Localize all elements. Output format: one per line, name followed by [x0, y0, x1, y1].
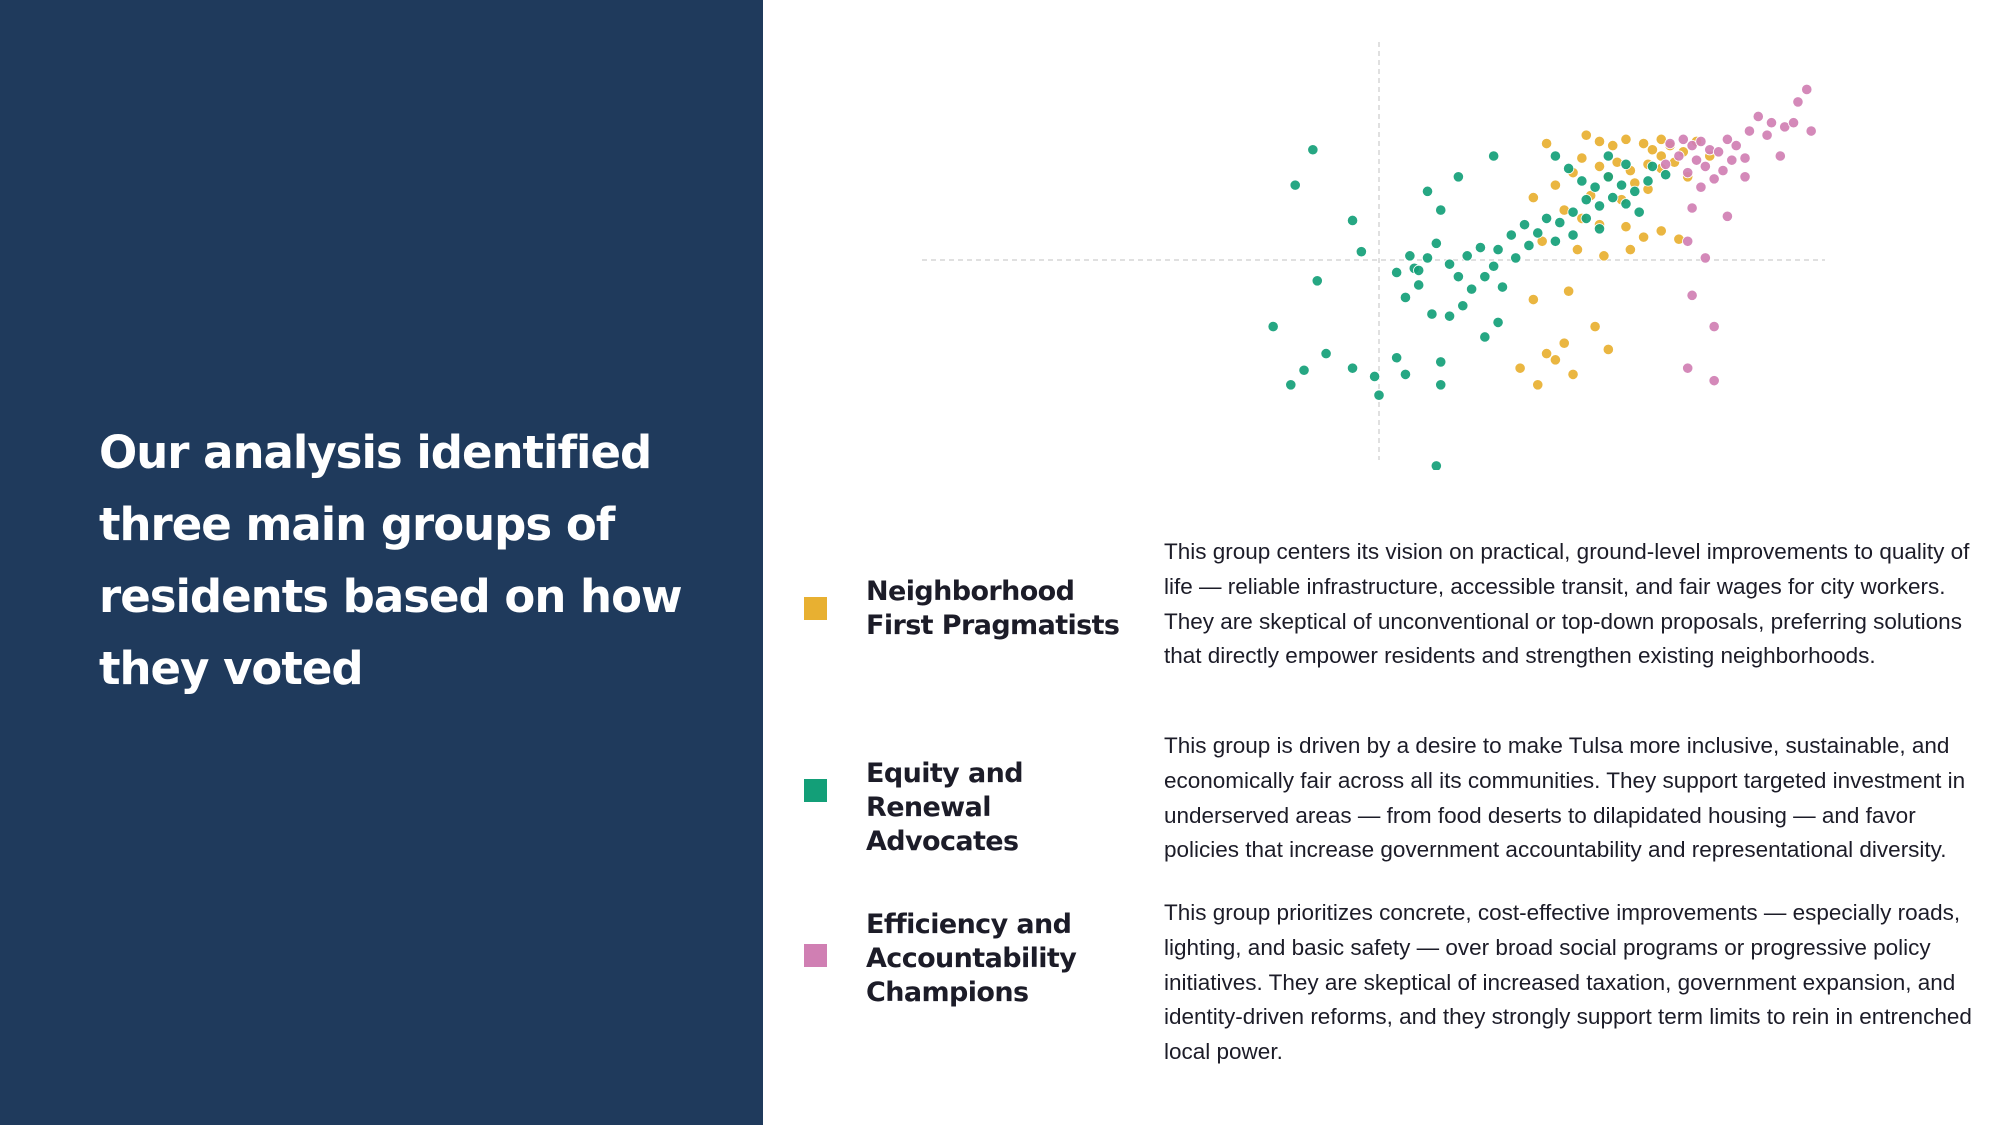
equity-renewal-point [1581, 194, 1591, 204]
efficiency-accountability-point [1709, 174, 1719, 184]
efficiency-accountability-point [1683, 167, 1693, 177]
neighborhood-first-point [1568, 369, 1578, 379]
equity-renewal-point [1444, 259, 1454, 269]
equity-renewal-point [1524, 240, 1534, 250]
scatter-points [1268, 84, 1816, 470]
efficiency-accountability-point [1709, 375, 1719, 385]
equity-renewal-point [1436, 380, 1446, 390]
neighborhood-first-point [1638, 232, 1648, 242]
group-row-efficiency-accountability [800, 896, 1980, 1076]
equity-renewal-point [1422, 253, 1432, 263]
neighborhood-first-point [1621, 134, 1631, 144]
efficiency-accountability-point [1700, 161, 1710, 171]
efficiency-accountability-point [1665, 138, 1675, 148]
equity-renewal-point [1466, 284, 1476, 294]
group-description: This group is driven by a desire to make Tulsa more inclusive, sustainable, and economically fair across all its communities. They support targeted investment in underserved areas — from food deserts to dilapidated housing — and favor policies that increase government accountability and representational diversity. [1164, 733, 1966, 863]
efficiency-accountability-point [1766, 118, 1776, 128]
scatter-plot [920, 30, 1840, 470]
equity-renewal-point [1356, 246, 1366, 256]
group-row-equity-renewal [800, 729, 1980, 879]
group-description: This group centers its vision on practical, ground-level improvements to quality of life — reliable infrastructure, accessible transit, and fair wages for city workers. They are skeptical of unconventional or top-down proposals, preferring solutions that directly empower residents and strengthen existing neighborhoods. [1164, 539, 1970, 669]
neighborhood-first-point [1550, 180, 1560, 190]
equity-renewal-point [1444, 311, 1454, 321]
efficiency-accountability-swatch [804, 944, 827, 967]
equity-renewal-point [1453, 172, 1463, 182]
equity-renewal-point [1405, 251, 1415, 261]
group-description: This group prioritizes concrete, cost-effective improvements — especially roads, lighting, and basic safety — over broad social programs or progressive policy initiatives. They are skeptical of increased taxation, government expansion, and identity-driven reforms, and they strongly support term limits to rein in entrenched local power. [1164, 900, 1972, 1065]
equity-renewal-point [1506, 230, 1516, 240]
equity-renewal-point [1374, 390, 1384, 400]
equity-renewal-point [1347, 363, 1357, 373]
equity-renewal-point [1568, 230, 1578, 240]
equity-renewal-point [1462, 251, 1472, 261]
neighborhood-first-point [1563, 286, 1573, 296]
equity-renewal-point [1475, 242, 1485, 252]
scatter-plot-svg [920, 30, 1840, 470]
efficiency-accountability-point [1687, 290, 1697, 300]
efficiency-accountability-point [1762, 130, 1772, 140]
equity-renewal-point [1577, 176, 1587, 186]
equity-renewal-point [1660, 170, 1670, 180]
equity-renewal-point [1400, 292, 1410, 302]
equity-renewal-point [1427, 309, 1437, 319]
equity-renewal-point [1533, 228, 1543, 238]
equity-renewal-point [1321, 348, 1331, 358]
efficiency-accountability-point [1775, 151, 1785, 161]
neighborhood-first-point [1656, 226, 1666, 236]
efficiency-accountability-point [1744, 126, 1754, 136]
equity-renewal-point [1555, 217, 1565, 227]
neighborhood-first-point [1528, 294, 1538, 304]
equity-renewal-point [1594, 224, 1604, 234]
neighborhood-first-point [1533, 380, 1543, 390]
equity-renewal-point [1431, 238, 1441, 248]
neighborhood-first-point [1550, 355, 1560, 365]
equity-renewal-point [1480, 271, 1490, 281]
equity-renewal-point [1312, 276, 1322, 286]
efficiency-accountability-point [1753, 111, 1763, 121]
equity-renewal-point [1511, 253, 1521, 263]
equity-renewal-point [1608, 192, 1618, 202]
neighborhood-first-point [1625, 244, 1635, 254]
equity-renewal-point [1308, 145, 1318, 155]
neighborhood-first-point [1594, 136, 1604, 146]
efficiency-accountability-point [1700, 253, 1710, 263]
neighborhood-first-point [1608, 140, 1618, 150]
equity-renewal-point [1369, 371, 1379, 381]
neighborhood-first-point [1603, 344, 1613, 354]
equity-renewal-point [1436, 205, 1446, 215]
efficiency-accountability-point [1718, 165, 1728, 175]
efficiency-accountability-point [1713, 147, 1723, 157]
neighborhood-first-point [1647, 145, 1657, 155]
efficiency-accountability-point [1740, 172, 1750, 182]
equity-renewal-point [1400, 369, 1410, 379]
equity-renewal-point [1480, 332, 1490, 342]
equity-renewal-point [1643, 176, 1653, 186]
equity-renewal-point [1594, 201, 1604, 211]
efficiency-accountability-point [1740, 153, 1750, 163]
efficiency-accountability-point [1722, 134, 1732, 144]
efficiency-accountability-point [1696, 182, 1706, 192]
neighborhood-first-point [1541, 138, 1551, 148]
equity-renewal-point [1299, 365, 1309, 375]
efficiency-accountability-point [1660, 159, 1670, 169]
equity-renewal-point [1488, 261, 1498, 271]
group-row-neighborhood-first [800, 535, 1980, 705]
group-name: Neighborhood First Pragmatists [866, 576, 1120, 641]
efficiency-accountability-point [1687, 203, 1697, 213]
efficiency-accountability-point [1696, 136, 1706, 146]
equity-renewal-point [1581, 213, 1591, 223]
equity-renewal-point [1391, 267, 1401, 277]
equity-renewal-point [1630, 186, 1640, 196]
equity-renewal-point [1286, 380, 1296, 390]
efficiency-accountability-point [1691, 155, 1701, 165]
efficiency-accountability-point [1802, 84, 1812, 94]
equity-renewal-point [1519, 219, 1529, 229]
equity-renewal-point [1563, 163, 1573, 173]
neighborhood-first-swatch [804, 597, 827, 620]
neighborhood-first-point [1594, 161, 1604, 171]
equity-renewal-point [1488, 151, 1498, 161]
neighborhood-first-point [1572, 244, 1582, 254]
equity-renewal-point [1422, 186, 1432, 196]
left-panel [0, 0, 763, 1125]
equity-renewal-point [1453, 271, 1463, 281]
equity-renewal-point [1647, 161, 1657, 171]
neighborhood-first-point [1599, 251, 1609, 261]
equity-renewal-point [1347, 215, 1357, 225]
headline: Our analysis identified three main groups of residents based on how they voted [99, 426, 682, 695]
group-name: Efficiency and Accountability Champions [866, 909, 1077, 1008]
efficiency-accountability-point [1709, 321, 1719, 331]
equity-renewal-point [1634, 207, 1644, 217]
neighborhood-first-point [1528, 192, 1538, 202]
neighborhood-first-point [1515, 363, 1525, 373]
efficiency-accountability-point [1674, 151, 1684, 161]
neighborhood-first-point [1621, 222, 1631, 232]
equity-renewal-point [1603, 172, 1613, 182]
equity-renewal-point [1493, 244, 1503, 254]
efficiency-accountability-point [1683, 236, 1693, 246]
equity-renewal-point [1550, 236, 1560, 246]
neighborhood-first-point [1638, 138, 1648, 148]
equity-renewal-point [1413, 265, 1423, 275]
group-name: Equity and Renewal Advocates [866, 758, 1023, 857]
equity-renewal-point [1568, 207, 1578, 217]
equity-renewal-swatch [804, 779, 827, 802]
equity-renewal-point [1436, 357, 1446, 367]
neighborhood-first-point [1590, 321, 1600, 331]
equity-renewal-point [1621, 159, 1631, 169]
efficiency-accountability-point [1788, 118, 1798, 128]
equity-renewal-point [1550, 151, 1560, 161]
equity-renewal-point [1497, 282, 1507, 292]
equity-renewal-point [1621, 199, 1631, 209]
equity-renewal-point [1431, 461, 1441, 470]
equity-renewal-point [1290, 180, 1300, 190]
neighborhood-first-point [1577, 153, 1587, 163]
neighborhood-first-point [1581, 130, 1591, 140]
neighborhood-first-point [1541, 348, 1551, 358]
equity-renewal-point [1413, 280, 1423, 290]
equity-renewal-point [1541, 213, 1551, 223]
equity-renewal-point [1391, 353, 1401, 363]
equity-renewal-point [1458, 301, 1468, 311]
equity-renewal-point [1268, 321, 1278, 331]
efficiency-accountability-point [1727, 155, 1737, 165]
efficiency-accountability-point [1793, 97, 1803, 107]
equity-renewal-point [1616, 180, 1626, 190]
efficiency-accountability-point [1683, 363, 1693, 373]
neighborhood-first-point [1559, 338, 1569, 348]
efficiency-accountability-point [1722, 211, 1732, 221]
efficiency-accountability-point [1678, 134, 1688, 144]
equity-renewal-point [1590, 182, 1600, 192]
equity-renewal-point [1603, 151, 1613, 161]
equity-renewal-point [1493, 317, 1503, 327]
efficiency-accountability-point [1731, 140, 1741, 150]
efficiency-accountability-point [1806, 126, 1816, 136]
